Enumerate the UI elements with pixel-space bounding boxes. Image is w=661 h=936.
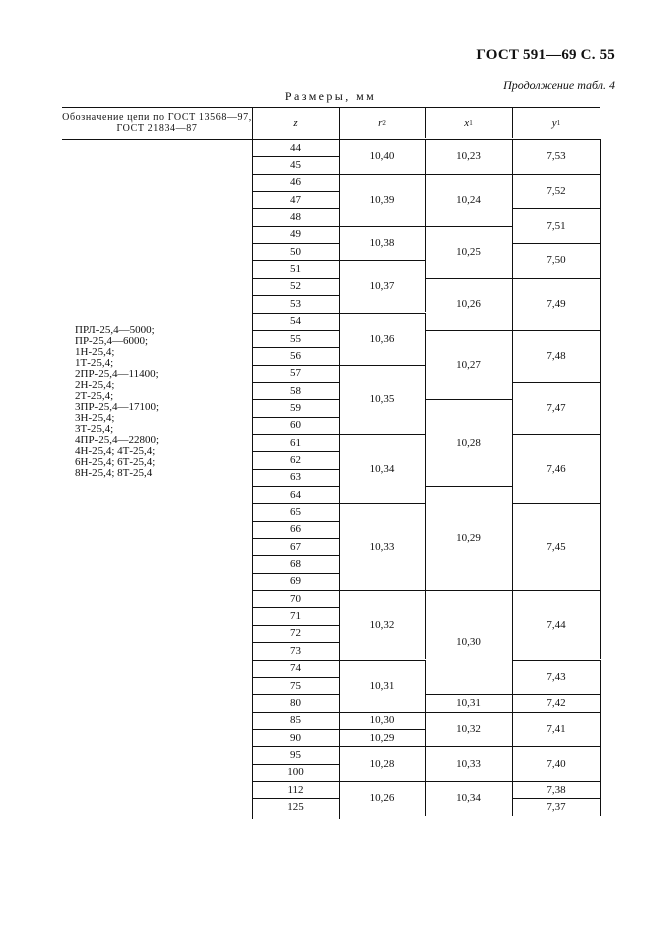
column-header-x1-base: x [464, 116, 470, 129]
row-divider [252, 382, 339, 383]
z-value-cell: 95 [290, 748, 301, 761]
group-divider [512, 503, 600, 504]
row-divider [252, 174, 339, 175]
group-divider [512, 243, 600, 244]
group-divider [339, 365, 425, 366]
r2-value-cell: 10,36 [369, 332, 395, 345]
z-value-cell: 59 [290, 401, 301, 414]
x1-value-cell: 10,23 [456, 150, 481, 163]
group-divider [512, 382, 600, 383]
group-divider [512, 278, 600, 279]
r2-value-cell: 10,35 [369, 393, 395, 406]
z-value-cell: 75 [290, 679, 301, 692]
group-divider [339, 260, 425, 261]
z-value-cell: 90 [290, 731, 301, 744]
row-divider [252, 208, 339, 209]
z-value-cell: 51 [290, 263, 301, 276]
row-divider [252, 798, 339, 799]
chain-designation-list [75, 325, 255, 479]
r2-value-cell: 10,38 [369, 237, 395, 250]
column-divider [600, 434, 601, 503]
divider [425, 107, 426, 138]
group-divider [339, 313, 425, 314]
z-value-cell: 71 [290, 610, 301, 623]
divider [512, 107, 513, 138]
group-divider [339, 746, 425, 747]
y1-value-cell: 7,46 [546, 462, 566, 475]
r2-value-cell: 10,40 [369, 150, 395, 163]
table-continuation-note: Продолжение табл. 4 [503, 78, 615, 92]
row-divider [252, 573, 339, 574]
z-value-cell: 54 [290, 315, 301, 328]
chain-designation: 3ПР-25,4—17100; [75, 401, 160, 413]
r2-value-cell: 10,29 [369, 731, 395, 744]
column-header-designation-line2: ГОСТ 21834—87 [116, 122, 198, 134]
chain-designation: 4Н-25,4; 4Т-25,4; [75, 445, 156, 457]
row-divider [252, 278, 339, 279]
column-divider [600, 174, 601, 209]
group-divider [512, 746, 600, 747]
r2-value-cell: 10,31 [369, 679, 395, 692]
column-header-x1-sub: 1 [469, 118, 473, 127]
group-divider [339, 712, 425, 713]
row-divider [252, 451, 339, 452]
group-divider [512, 781, 600, 782]
row-divider [252, 781, 339, 782]
column-divider [600, 746, 601, 781]
y1-value-cell: 7,51 [546, 219, 566, 232]
group-divider [512, 434, 600, 435]
z-value-cell: 66 [290, 523, 301, 536]
row-divider [252, 295, 339, 296]
group-divider [339, 226, 425, 227]
column-header-r2 [339, 107, 425, 138]
row-divider [252, 156, 339, 157]
column-header-r2-sub: 2 [382, 118, 386, 127]
r2-value-cell: 10,37 [369, 280, 395, 293]
z-value-cell: 85 [290, 714, 301, 727]
row-divider [252, 243, 339, 244]
y1-value-cell: 7,47 [546, 401, 566, 414]
column-divider [600, 208, 601, 243]
row-divider [252, 694, 339, 695]
x1-value-cell: 10,27 [456, 358, 481, 371]
z-value-cell: 72 [290, 627, 301, 640]
column-divider [600, 660, 601, 695]
column-header-r2-base: r [378, 116, 383, 129]
group-divider [425, 278, 512, 279]
y1-value-cell: 7,42 [546, 696, 566, 709]
row-divider [252, 538, 339, 539]
column-header-designation [62, 107, 252, 138]
row-divider [252, 469, 339, 470]
y1-value-cell: 7,49 [546, 297, 566, 310]
z-value-cell: 49 [290, 228, 301, 241]
row-divider [252, 503, 339, 504]
row-divider [252, 746, 339, 747]
y1-value-cell: 7,38 [546, 783, 566, 796]
group-divider [425, 694, 512, 695]
x1-value-cell: 10,28 [456, 436, 481, 449]
column-header-designation-line1: Обозначение цепи по ГОСТ 13568—97, [62, 111, 252, 123]
column-header-x1 [425, 107, 512, 138]
dimensions-caption: Размеры, мм [284, 89, 377, 103]
group-divider [339, 503, 425, 504]
column-header-y1-sub: 1 [556, 118, 561, 127]
row-divider [252, 191, 339, 192]
r2-value-cell: 10,32 [369, 618, 395, 631]
x1-value-cell: 10,33 [456, 757, 481, 770]
column-divider [600, 712, 601, 747]
row-divider [252, 555, 339, 556]
y1-value-cell: 7,45 [546, 540, 566, 553]
row-divider [252, 313, 339, 314]
group-divider [425, 746, 512, 747]
row-divider [252, 434, 339, 435]
z-value-cell: 63 [290, 471, 301, 484]
column-header-y1 [512, 107, 600, 138]
row-divider [252, 347, 339, 348]
chain-designation: ПР-25,4—6000; [75, 335, 149, 347]
group-divider [425, 226, 512, 227]
row-divider [252, 399, 339, 400]
row-divider [252, 625, 339, 626]
z-value-cell: 64 [290, 488, 301, 501]
x1-value-cell: 10,29 [456, 532, 481, 545]
column-divider [600, 590, 601, 659]
column-divider [600, 798, 601, 815]
column-header-y1-base: y [551, 116, 557, 129]
r2-value-cell: 10,28 [369, 757, 395, 770]
y1-value-cell: 7,41 [546, 722, 566, 735]
group-divider [425, 781, 512, 782]
z-value-cell: 60 [290, 419, 301, 432]
row-divider [252, 330, 339, 331]
chain-designation: 2ПР-25,4—11400; [75, 368, 159, 380]
x1-value-cell: 10,26 [456, 297, 481, 310]
chain-designation: 1Т-25,4; [75, 357, 114, 369]
group-divider [339, 434, 425, 435]
column-divider [600, 781, 601, 798]
y1-value-cell: 7,40 [546, 757, 566, 770]
group-divider [339, 174, 425, 175]
group-divider [425, 399, 512, 400]
group-divider [339, 660, 425, 661]
row-divider [252, 417, 339, 418]
x1-value-cell: 10,34 [456, 792, 481, 805]
z-value-cell: 67 [290, 540, 301, 553]
z-value-cell: 53 [290, 297, 301, 310]
z-value-cell: 44 [290, 141, 301, 154]
chain-designation: 1Н-25,4; [75, 346, 115, 358]
group-divider [512, 660, 600, 661]
z-value-cell: 46 [290, 176, 301, 189]
r2-value-cell: 10,26 [369, 792, 395, 805]
group-divider [425, 590, 512, 591]
chain-designation: 6Н-25,4; 6Т-25,4; [75, 456, 156, 468]
z-value-cell: 70 [290, 592, 301, 605]
y1-value-cell: 7,50 [546, 254, 566, 267]
z-value-cell: 80 [290, 696, 301, 709]
group-divider [339, 590, 425, 591]
group-divider [339, 729, 425, 730]
page-header: ГОСТ 591—69 С. 55 [476, 47, 615, 63]
dimensions-table [62, 107, 600, 819]
z-value-cell: 48 [290, 211, 301, 224]
group-divider [425, 174, 512, 175]
chain-designation: 2Н-25,4; [75, 379, 115, 391]
group-divider [339, 781, 425, 782]
z-value-cell: 62 [290, 453, 301, 466]
row-divider [252, 486, 339, 487]
group-divider [512, 694, 600, 695]
row-divider [252, 677, 339, 678]
row-divider [252, 729, 339, 730]
r2-value-cell: 10,34 [369, 462, 395, 475]
r2-value-cell: 10,39 [369, 193, 395, 206]
row-divider [252, 712, 339, 713]
z-value-cell: 58 [290, 384, 301, 397]
group-divider [512, 330, 600, 331]
chain-designation: 2Т-25,4; [75, 390, 114, 402]
group-divider [512, 712, 600, 713]
z-value-cell: 69 [290, 575, 301, 588]
z-value-cell: 65 [290, 506, 301, 519]
chain-designation: 3Т-25,4; [75, 423, 114, 435]
column-divider [600, 278, 601, 330]
row-divider [252, 521, 339, 522]
y1-value-cell: 7,52 [546, 185, 566, 198]
group-divider [512, 798, 600, 799]
z-value-cell: 112 [287, 783, 304, 796]
group-divider [512, 208, 600, 209]
z-value-cell: 52 [290, 280, 301, 293]
row-divider [252, 764, 339, 765]
r2-value-cell: 10,30 [369, 714, 395, 727]
z-value-cell: 68 [290, 558, 301, 571]
group-divider [512, 174, 600, 175]
column-divider [600, 503, 601, 590]
column-divider [600, 382, 601, 434]
x1-value-cell: 10,31 [456, 696, 481, 709]
row-divider [252, 642, 339, 643]
group-divider [425, 712, 512, 713]
y1-value-cell: 7,43 [546, 670, 566, 683]
group-divider [425, 330, 512, 331]
z-value-cell: 100 [287, 766, 304, 779]
row-divider [252, 226, 339, 227]
group-divider [425, 486, 512, 487]
z-value-cell: 50 [290, 245, 301, 258]
row-divider [252, 660, 339, 661]
x1-value-cell: 10,30 [456, 636, 481, 649]
z-value-cell: 57 [290, 367, 301, 380]
row-divider [252, 590, 339, 591]
y1-value-cell: 7,37 [546, 800, 566, 813]
group-divider [512, 590, 600, 591]
z-value-cell: 55 [290, 332, 301, 345]
z-value-cell: 61 [290, 436, 301, 449]
column-header-z: z [293, 116, 298, 129]
chain-designation: 8Н-25,4; 8Т-25,4 [75, 467, 153, 479]
x1-value-cell: 10,25 [456, 245, 481, 258]
z-value-cell: 56 [290, 349, 301, 362]
chain-designation: ПРЛ-25,4—5000; [75, 324, 155, 336]
x1-value-cell: 10,24 [456, 193, 481, 206]
y1-value-cell: 7,48 [546, 349, 566, 362]
y1-value-cell: 7,44 [546, 618, 566, 631]
z-value-cell: 45 [290, 159, 301, 172]
column-divider [600, 139, 601, 174]
row-divider [252, 365, 339, 366]
y1-value-cell: 7,53 [546, 150, 566, 163]
column-divider [600, 330, 601, 382]
chain-designation: 3Н-25,4; [75, 412, 115, 424]
z-value-cell: 47 [290, 193, 301, 206]
row-divider [252, 607, 339, 608]
z-value-cell: 125 [287, 800, 304, 813]
r2-value-cell: 10,33 [369, 540, 395, 553]
row-divider [252, 260, 339, 261]
x1-value-cell: 10,32 [456, 722, 481, 735]
chain-designation: 4ПР-25,4—22800; [75, 434, 160, 446]
column-divider [600, 243, 601, 278]
column-divider [600, 694, 601, 711]
z-value-cell: 73 [290, 644, 301, 657]
z-value-cell: 74 [290, 662, 301, 675]
